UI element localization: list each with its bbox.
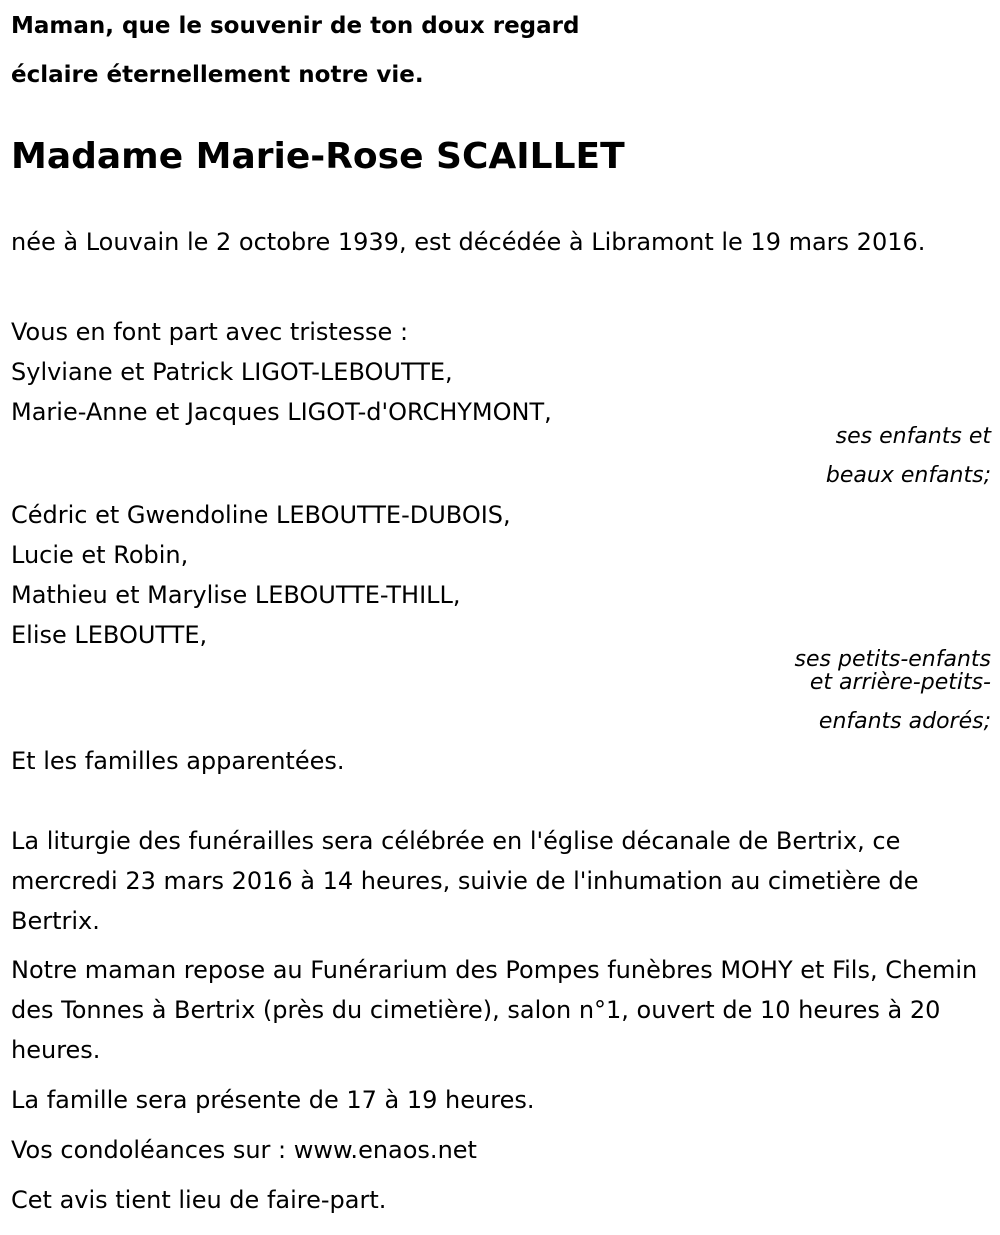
funerarium-text: Notre maman repose au Funérarium des Pompes funèbres MOHY et Fils, Chemin des Tonnes à Bertrix (près du cimetière), salon n°1, ouvert de 10 heures à 20 heures. — [11, 956, 978, 1064]
grandchildren-label-line-2: et arrière-petits- — [809, 670, 991, 695]
grandchildren-label-line-3: enfants adorés; — [818, 709, 991, 734]
grandchild-4: Elise LEBOUTTE, — [11, 621, 208, 649]
epigraph-line-1: Maman, que le souvenir de ton doux regard — [11, 13, 580, 39]
funeral-text: La liturgie des funérailles sera célébrée en l'église décanale de Bertrix, ce mercredi 23 mars 2016 à 14 heures, suivie de l'inhumation au cimetière de Bertrix. — [11, 827, 919, 935]
children-label-line-1: ses enfants et — [835, 424, 991, 449]
families-text: Et les familles apparentées. — [11, 747, 345, 775]
notice-text: Cet avis tient lieu de faire-part. — [11, 1186, 387, 1214]
child-2: Marie-Anne et Jacques LIGOT-d'ORCHYMONT, — [11, 398, 552, 426]
birth-death-text: née à Louvain le 2 octobre 1939, est décédée à Libramont le 19 mars 2016. — [11, 228, 926, 256]
announcement-intro: Vous en font part avec tristesse : — [11, 318, 409, 346]
child-1: Sylviane et Patrick LIGOT-LEBOUTTE, — [11, 358, 453, 386]
family-presence-text: La famille sera présente de 17 à 19 heures. — [11, 1086, 535, 1114]
grandchild-1: Cédric et Gwendoline LEBOUTTE-DUBOIS, — [11, 501, 511, 529]
grandchild-3: Mathieu et Marylise LEBOUTTE-THILL, — [11, 581, 461, 609]
grandchild-2: Lucie et Robin, — [11, 541, 189, 569]
condolences-text: Vos condoléances sur : www.enaos.net — [11, 1136, 477, 1164]
epigraph-line-2: éclaire éternellement notre vie. — [11, 62, 424, 88]
grandchildren-label-line-1: ses petits-enfants — [794, 647, 991, 672]
children-label-line-2: beaux enfants; — [825, 463, 991, 488]
deceased-name: Madame Marie-Rose SCAILLET — [11, 136, 625, 177]
